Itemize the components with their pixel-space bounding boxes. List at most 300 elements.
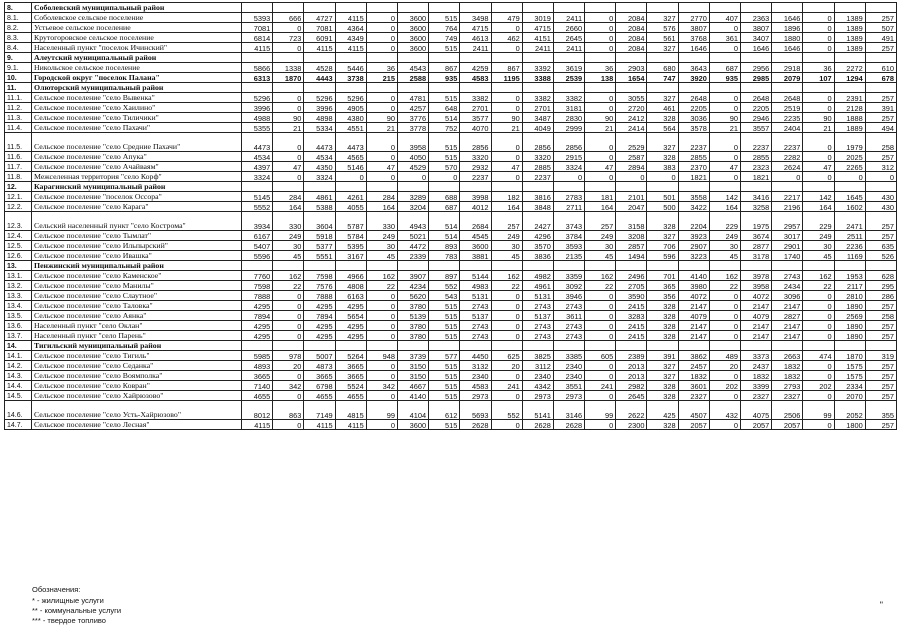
value-cell: 142 xyxy=(803,192,834,202)
value-cell: 605 xyxy=(585,351,616,361)
value-cell: 0 xyxy=(585,43,616,53)
value-cell: 4350 xyxy=(304,162,335,172)
value-cell: 628 xyxy=(865,271,896,281)
value-cell: 0 xyxy=(366,391,397,401)
value-cell: 30 xyxy=(585,241,616,251)
corner-mark: " xyxy=(879,600,883,610)
value-cell: 2339 xyxy=(397,251,428,261)
value-cell: 3923 xyxy=(678,231,709,241)
value-cell: 162 xyxy=(585,271,616,281)
value-cell: 648 xyxy=(429,103,460,113)
value-cell xyxy=(585,341,616,351)
value-cell xyxy=(772,341,803,351)
value-cell: 3907 xyxy=(397,271,428,281)
value-cell xyxy=(460,53,491,63)
value-cell: 2457 xyxy=(678,361,709,371)
value-cell xyxy=(834,341,865,351)
value-cell: 327 xyxy=(647,93,678,103)
value-cell: 4545 xyxy=(460,231,491,241)
legend-item: ** - коммунальные услуги xyxy=(32,606,122,615)
value-cell xyxy=(491,261,522,271)
row-code: 14.4. xyxy=(5,381,32,391)
value-cell: 2327 xyxy=(741,391,772,401)
value-cell: 328 xyxy=(647,321,678,331)
value-cell: 3768 xyxy=(678,33,709,43)
value-cell: 0 xyxy=(585,391,616,401)
value-cell: 515 xyxy=(429,301,460,311)
value-cell: 764 xyxy=(429,23,460,33)
value-cell: 3643 xyxy=(678,63,709,73)
value-cell: 4472 xyxy=(397,241,428,251)
value-cell xyxy=(335,83,366,93)
value-cell xyxy=(429,3,460,13)
value-cell: 2415 xyxy=(616,301,647,311)
value-cell: 0 xyxy=(491,93,522,103)
value-cell xyxy=(397,341,428,351)
value-cell: 0 xyxy=(803,23,834,33)
value-cell: 2783 xyxy=(553,192,584,202)
value-cell: 3181 xyxy=(553,103,584,113)
value-cell: 0 xyxy=(585,172,616,182)
value-cell: 164 xyxy=(803,202,834,212)
value-cell: 90 xyxy=(273,113,304,123)
value-cell: 0 xyxy=(803,13,834,23)
value-cell: 328 xyxy=(647,152,678,162)
value-cell xyxy=(366,53,397,63)
value-cell: 3996 xyxy=(304,103,335,113)
value-cell xyxy=(553,182,584,192)
table-row xyxy=(5,361,897,371)
value-cell: 162 xyxy=(803,271,834,281)
value-cell: 2236 xyxy=(834,241,865,251)
value-cell: 576 xyxy=(647,23,678,33)
value-cell: 893 xyxy=(429,241,460,251)
value-cell xyxy=(553,83,584,93)
row-name: Сельский населенный пункт "село Кострома" xyxy=(32,212,242,231)
value-cell: 610 xyxy=(865,63,896,73)
value-cell xyxy=(741,83,772,93)
value-cell xyxy=(522,182,553,192)
value-cell: 2857 xyxy=(616,241,647,251)
value-cell: 328 xyxy=(647,113,678,123)
value-cell xyxy=(585,261,616,271)
value-cell: 3146 xyxy=(553,401,584,420)
value-cell: 2645 xyxy=(553,33,584,43)
value-cell: 1870 xyxy=(834,351,865,361)
table-row xyxy=(5,251,897,261)
value-cell: 4295 xyxy=(242,321,273,331)
value-cell xyxy=(429,53,460,63)
value-cell: 2519 xyxy=(772,103,803,113)
value-cell: 4070 xyxy=(460,123,491,133)
value-cell: 3578 xyxy=(678,123,709,133)
value-cell: 3320 xyxy=(522,152,553,162)
value-cell xyxy=(397,53,428,63)
value-cell: 257 xyxy=(865,381,896,391)
value-cell xyxy=(803,261,834,271)
value-cell: 36 xyxy=(366,63,397,73)
value-cell: 3600 xyxy=(460,241,491,251)
value-cell: 2237 xyxy=(678,133,709,152)
value-cell xyxy=(647,83,678,93)
value-cell: 494 xyxy=(865,123,896,133)
value-cell: 21 xyxy=(491,123,522,133)
value-cell: 2648 xyxy=(772,93,803,103)
value-cell: 2282 xyxy=(772,152,803,162)
value-cell xyxy=(242,261,273,271)
value-cell: 867 xyxy=(491,63,522,73)
row-name: Сельское поселение "село Тиличики" xyxy=(32,113,242,123)
value-cell: 3112 xyxy=(522,361,553,371)
value-cell: 257 xyxy=(865,93,896,103)
value-cell xyxy=(273,182,304,192)
value-cell: 0 xyxy=(709,172,740,182)
value-cell: 0 xyxy=(803,321,834,331)
table-row xyxy=(5,321,897,331)
value-cell: 2434 xyxy=(772,281,803,291)
table-row xyxy=(5,401,897,420)
value-cell: 257 xyxy=(865,361,896,371)
value-cell: 2894 xyxy=(616,162,647,172)
value-cell xyxy=(242,53,273,63)
value-cell: 2973 xyxy=(460,391,491,401)
value-cell: 897 xyxy=(429,271,460,281)
value-cell xyxy=(772,83,803,93)
value-cell: 30 xyxy=(366,241,397,251)
value-cell: 182 xyxy=(491,192,522,202)
value-cell: 3881 xyxy=(460,251,491,261)
value-cell xyxy=(616,182,647,192)
value-cell: 4075 xyxy=(741,401,772,420)
value-cell: 2327 xyxy=(678,391,709,401)
value-cell: 0 xyxy=(273,103,304,113)
value-cell: 0 xyxy=(491,43,522,53)
row-name: Сельское поселение "село Таловка" xyxy=(32,301,242,311)
value-cell: 7081 xyxy=(242,23,273,33)
value-cell: 3055 xyxy=(616,93,647,103)
row-code: 14. xyxy=(5,341,32,351)
value-cell xyxy=(834,182,865,192)
value-cell: 2323 xyxy=(741,162,772,172)
value-cell: 0 xyxy=(366,43,397,53)
value-cell: 0 xyxy=(865,172,896,182)
value-cell: 0 xyxy=(585,321,616,331)
value-cell: 90 xyxy=(491,113,522,123)
value-cell: 515 xyxy=(429,391,460,401)
value-cell: 4507 xyxy=(678,401,709,420)
row-code: 12.6. xyxy=(5,251,32,261)
value-cell: 2237 xyxy=(460,172,491,182)
value-cell: 4551 xyxy=(335,123,366,133)
table-row xyxy=(5,13,897,23)
value-cell: 4295 xyxy=(242,301,273,311)
value-cell: 2973 xyxy=(553,391,584,401)
row-code: 8.3. xyxy=(5,33,32,43)
value-cell xyxy=(522,3,553,13)
value-cell: 257 xyxy=(865,13,896,23)
value-cell: 4983 xyxy=(460,281,491,291)
value-cell: 935 xyxy=(429,73,460,83)
value-cell: 2855 xyxy=(741,152,772,162)
value-cell: 4543 xyxy=(397,63,428,73)
value-cell xyxy=(616,83,647,93)
value-cell: 2327 xyxy=(772,391,803,401)
value-cell: 612 xyxy=(429,401,460,420)
value-cell: 479 xyxy=(491,13,522,23)
value-cell: 2587 xyxy=(616,152,647,162)
value-cell: 2645 xyxy=(616,391,647,401)
value-cell: 3807 xyxy=(741,23,772,33)
value-cell: 635 xyxy=(865,241,896,251)
table-row xyxy=(5,420,897,430)
value-cell: 257 xyxy=(865,321,896,331)
value-cell: 284 xyxy=(366,192,397,202)
value-cell: 162 xyxy=(491,271,522,281)
value-cell: 1195 xyxy=(491,73,522,83)
value-cell: 701 xyxy=(647,271,678,281)
value-cell: 2588 xyxy=(397,73,428,83)
value-cell: 687 xyxy=(709,63,740,73)
value-cell: 3422 xyxy=(678,202,709,212)
value-cell xyxy=(772,3,803,13)
value-cell: 2918 xyxy=(772,63,803,73)
value-cell: 2622 xyxy=(616,401,647,420)
value-cell: 3600 xyxy=(397,23,428,33)
value-cell: 0 xyxy=(709,321,740,331)
value-cell: 7081 xyxy=(304,23,335,33)
value-cell: 552 xyxy=(429,281,460,291)
value-cell: 36 xyxy=(585,63,616,73)
value-cell: 5334 xyxy=(304,123,335,133)
value-cell: 21 xyxy=(273,123,304,133)
row-code: 13. xyxy=(5,261,32,271)
value-cell: 4583 xyxy=(460,73,491,83)
value-cell: 867 xyxy=(429,63,460,73)
value-cell: 2496 xyxy=(616,271,647,281)
value-cell: 3665 xyxy=(242,371,273,381)
value-cell: 47 xyxy=(709,162,740,172)
value-cell: 3258 xyxy=(741,202,772,212)
value-cell: 4982 xyxy=(522,271,553,281)
value-cell: 2205 xyxy=(678,103,709,113)
value-cell: 2810 xyxy=(834,291,865,301)
value-cell: 687 xyxy=(429,202,460,212)
value-cell: 5139 xyxy=(397,311,428,321)
value-cell: 2389 xyxy=(616,351,647,361)
district-header-row xyxy=(5,83,897,93)
value-cell: 7140 xyxy=(242,381,273,391)
table-row xyxy=(5,291,897,301)
table-row xyxy=(5,281,897,291)
value-cell: 2956 xyxy=(741,63,772,73)
value-cell: 3600 xyxy=(397,420,428,430)
value-cell: 2047 xyxy=(616,202,647,212)
value-cell xyxy=(273,261,304,271)
value-cell: 2711 xyxy=(553,202,584,212)
value-cell: 0 xyxy=(803,93,834,103)
value-cell xyxy=(273,83,304,93)
value-cell: 2628 xyxy=(522,420,553,430)
value-cell: 4781 xyxy=(397,93,428,103)
value-cell: 4055 xyxy=(335,202,366,212)
value-cell: 515 xyxy=(429,361,460,371)
value-cell: 286 xyxy=(865,291,896,301)
value-cell xyxy=(397,83,428,93)
value-cell: 2569 xyxy=(834,311,865,321)
value-cell: 327 xyxy=(647,13,678,23)
value-cell: 5296 xyxy=(304,93,335,103)
row-code: 11.1. xyxy=(5,93,32,103)
value-cell: 514 xyxy=(429,212,460,231)
value-cell: 2932 xyxy=(460,162,491,172)
value-cell: 2907 xyxy=(678,241,709,251)
table-row xyxy=(5,202,897,212)
row-name: Соболевское сельское поселение xyxy=(32,13,242,23)
value-cell xyxy=(460,261,491,271)
value-cell: 2946 xyxy=(741,113,772,123)
value-cell: 1646 xyxy=(772,43,803,53)
value-cell: 2856 xyxy=(553,133,584,152)
value-cell: 1889 xyxy=(834,123,865,133)
value-cell: 328 xyxy=(647,301,678,311)
value-cell: 0 xyxy=(429,172,460,182)
row-name: Сельское поселение "село Ильпырский" xyxy=(32,241,242,251)
row-name: Населенный пункт "село Парень" xyxy=(32,331,242,341)
value-cell: 2117 xyxy=(834,281,865,291)
value-cell: 515 xyxy=(429,13,460,23)
value-cell: 4898 xyxy=(304,113,335,123)
row-code: 10. xyxy=(5,73,32,83)
value-cell: 2147 xyxy=(741,301,772,311)
value-cell: 1575 xyxy=(834,361,865,371)
value-cell: 1494 xyxy=(616,251,647,261)
value-cell: 7760 xyxy=(242,271,273,281)
value-cell: 328 xyxy=(647,212,678,231)
value-cell: 5446 xyxy=(335,63,366,73)
value-cell xyxy=(865,3,896,13)
value-cell: 0 xyxy=(585,13,616,23)
value-cell: 1821 xyxy=(678,172,709,182)
value-cell: 5596 xyxy=(242,251,273,261)
value-cell xyxy=(242,3,273,13)
value-cell xyxy=(585,53,616,63)
value-cell: 4655 xyxy=(242,391,273,401)
value-cell: 5985 xyxy=(242,351,273,361)
value-cell: 5007 xyxy=(304,351,335,361)
value-cell: 2363 xyxy=(741,13,772,23)
row-name: Тигильский муниципальный район xyxy=(32,341,242,351)
value-cell: 5393 xyxy=(242,13,273,23)
value-cell: 3382 xyxy=(553,93,584,103)
value-cell: 2391 xyxy=(834,93,865,103)
value-cell: 4072 xyxy=(741,291,772,301)
value-cell: 2237 xyxy=(522,172,553,182)
value-cell: 295 xyxy=(865,281,896,291)
value-cell: 5866 xyxy=(242,63,273,73)
value-cell: 164 xyxy=(273,202,304,212)
value-cell: 3385 xyxy=(553,351,584,361)
value-cell: 5693 xyxy=(460,401,491,420)
value-cell xyxy=(772,261,803,271)
value-cell: 3743 xyxy=(553,212,584,231)
value-cell: 5524 xyxy=(335,381,366,391)
value-cell: 0 xyxy=(273,291,304,301)
value-cell: 0 xyxy=(585,152,616,162)
value-cell: 2624 xyxy=(772,162,803,172)
value-cell: 0 xyxy=(803,371,834,381)
value-cell: 5620 xyxy=(397,291,428,301)
value-cell: 3373 xyxy=(741,351,772,361)
value-cell: 0 xyxy=(709,331,740,341)
row-name: Соболевский муниципальный район xyxy=(32,3,242,13)
value-cell: 8012 xyxy=(242,401,273,420)
value-cell: 5131 xyxy=(522,291,553,301)
value-cell: 4115 xyxy=(242,43,273,53)
value-cell: 5137 xyxy=(522,311,553,321)
value-cell: 164 xyxy=(491,202,522,212)
value-cell: 3600 xyxy=(397,33,428,43)
value-cell: 3167 xyxy=(335,251,366,261)
value-cell: 4295 xyxy=(304,331,335,341)
value-cell: 2147 xyxy=(772,301,803,311)
value-cell: 3958 xyxy=(397,133,428,152)
row-name: Никольское сельское поселение xyxy=(32,63,242,73)
value-cell: 0 xyxy=(709,152,740,162)
value-cell xyxy=(304,3,335,13)
value-cell xyxy=(366,3,397,13)
value-cell: 1646 xyxy=(772,13,803,23)
tariff-table xyxy=(4,2,897,430)
value-cell: 1169 xyxy=(834,251,865,261)
table-row xyxy=(5,113,897,123)
value-cell: 4115 xyxy=(242,420,273,430)
value-cell: 327 xyxy=(647,43,678,53)
value-cell: 3392 xyxy=(522,63,553,73)
value-cell: 312 xyxy=(865,162,896,172)
value-cell xyxy=(429,341,460,351)
value-cell: 5388 xyxy=(304,202,335,212)
value-cell: 2743 xyxy=(522,321,553,331)
value-cell: 0 xyxy=(366,33,397,43)
value-cell: 2147 xyxy=(678,331,709,341)
value-cell: 3320 xyxy=(460,152,491,162)
value-cell: 0 xyxy=(366,331,397,341)
value-cell: 2877 xyxy=(741,241,772,251)
row-name: Сельское поселение "село Лесная" xyxy=(32,420,242,430)
value-cell: 4115 xyxy=(335,420,366,430)
value-cell: 2204 xyxy=(678,212,709,231)
value-cell: 391 xyxy=(647,351,678,361)
value-cell: 552 xyxy=(491,401,522,420)
value-cell: 2903 xyxy=(616,63,647,73)
value-cell: 1389 xyxy=(834,13,865,23)
value-cell: 3388 xyxy=(522,73,553,83)
value-cell: 90 xyxy=(585,113,616,123)
value-cell: 430 xyxy=(865,202,896,212)
value-cell: 3407 xyxy=(741,33,772,43)
row-code: 11.5. xyxy=(5,133,32,152)
value-cell: 2084 xyxy=(616,23,647,33)
value-cell: 257 xyxy=(865,331,896,341)
value-cell: 1575 xyxy=(834,371,865,381)
value-cell: 328 xyxy=(647,381,678,391)
row-name: Сельское поселение "село Хаилино" xyxy=(32,103,242,113)
value-cell: 3776 xyxy=(397,113,428,123)
value-cell: 2411 xyxy=(553,13,584,23)
value-cell: 625 xyxy=(491,351,522,361)
value-cell: 249 xyxy=(273,231,304,241)
value-cell: 0 xyxy=(491,301,522,311)
